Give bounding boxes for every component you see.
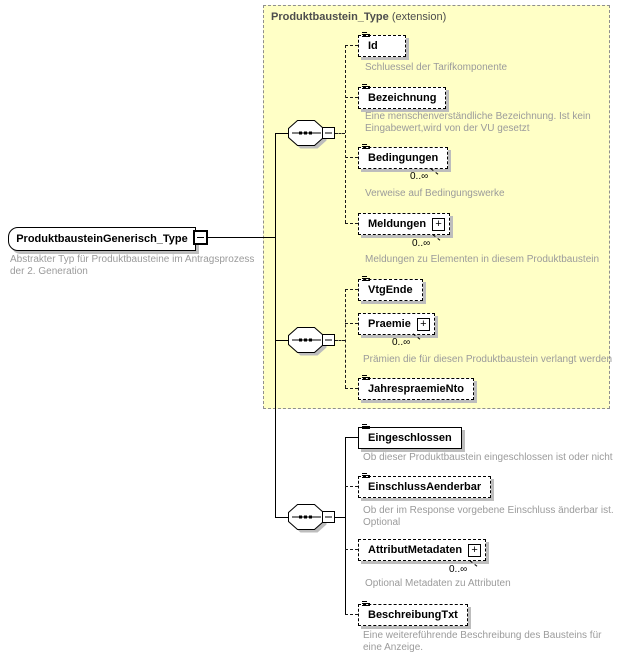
connector-line [275,517,288,518]
annotation-icon [361,471,371,479]
element-node-beschreibungtxt[interactable] [358,604,468,626]
connector-line [345,614,358,615]
root-annotation: Abstrakter Typ für Produktbausteine im Antragsprozess der 2. Generation [10,254,255,277]
element-node-id[interactable] [358,35,406,57]
expand-icon[interactable]: + [432,218,445,231]
element-annotation: Schluessel der Tarifkomponente [365,62,508,73]
connector-line [345,289,358,290]
connector-line [345,289,346,388]
element-annotation: Ob dieser Produktbaustein eingeschlossen ist oder nicht [363,452,613,463]
connector-line [345,437,358,438]
expand-icon[interactable]: + [417,318,430,331]
connector-line [275,133,276,517]
element-node-attributmetadaten[interactable] [358,539,486,561]
connector-line [345,45,346,223]
annotation-icon [361,82,371,90]
element-annotation: Prämien die für diesen Produktbaustein verlangt werden [363,354,613,365]
element-label: BeschreibungTxt [368,609,458,621]
connector-line [345,157,358,158]
connector-line [345,437,346,614]
extension-suffix: (extension) [391,11,447,23]
cardinality-label: 0..∞ [412,238,431,249]
expand-icon[interactable]: + [468,544,481,557]
extension-type-name: Produktbaustein_Type [271,11,389,23]
connector-line [345,323,358,324]
annotation-icon [361,599,371,607]
extension-title [271,11,446,23]
element-label: JahrespraemieNto [368,383,464,395]
element-node-bezeichnung[interactable] [358,87,446,109]
cardinality-label: 0..∞ [410,171,429,182]
connector-line [345,223,358,224]
annotation-icon [361,30,371,38]
element-annotation: Eine menschenverständliche Bezeichnung. Ist kein Eingabewert,wird von der VU gesetzt [365,111,591,134]
annotation-icon [361,142,371,150]
connector-line [275,340,288,341]
sequence-compositor-icon[interactable] [288,327,338,357]
minus-glyph [197,237,204,238]
connector-line [345,97,358,98]
annotation-icon [361,373,371,381]
element-label: Praemie [368,318,411,330]
annotation-icon [361,274,371,282]
connector-line [345,388,358,389]
element-label: Meldungen [368,218,427,230]
element-label: Eingeschlossen [368,432,452,444]
element-node-eingeschlossen[interactable] [358,427,462,449]
connector-line [206,237,276,238]
sequence-compositor-icon[interactable] [288,120,338,150]
connector-line [345,549,358,550]
annotation-icon [361,422,371,430]
root-type-node[interactable] [8,227,196,251]
element-label: Id [368,40,378,52]
sequence-compositor-icon[interactable] [288,504,338,534]
element-annotation: Meldungen zu Elementen in diesem Produktbaustein [365,254,600,265]
cardinality-label: 0..∞ [392,337,411,348]
cardinality-label: 0..∞ [449,564,468,575]
collapse-icon[interactable] [193,230,208,245]
element-label: Bedingungen [368,152,439,164]
root-type-label: ProduktbausteinGenerisch_Type [16,233,188,245]
connector-line [275,133,288,134]
element-label: VtgEnde [368,284,413,296]
element-label: EinschlussAenderbar [368,481,482,493]
element-annotation: Eine weitereführende Beschreibung des Bausteins für eine Anzeige. [363,630,602,653]
repeat-tail [470,560,478,566]
element-node-praemie[interactable] [358,313,435,335]
element-label: Bezeichnung [368,92,437,104]
element-annotation: Ob der im Response vorgebene Einschluss änderbar ist. Optional [363,505,614,528]
element-node-jahrespraemiento[interactable] [358,378,474,400]
element-annotation: Verweise auf Bedingungswerke [365,188,505,199]
element-node-einschlussaenderbar[interactable] [358,476,491,498]
element-node-vtgende[interactable] [358,279,423,301]
connector-line [345,45,358,46]
element-node-meldungen[interactable] [358,213,450,235]
connector-line [345,486,358,487]
element-node-bedingungen[interactable] [358,147,448,169]
element-annotation: Optional Metadaten zu Attributen [365,578,511,589]
element-label: AttributMetadaten [368,544,463,556]
